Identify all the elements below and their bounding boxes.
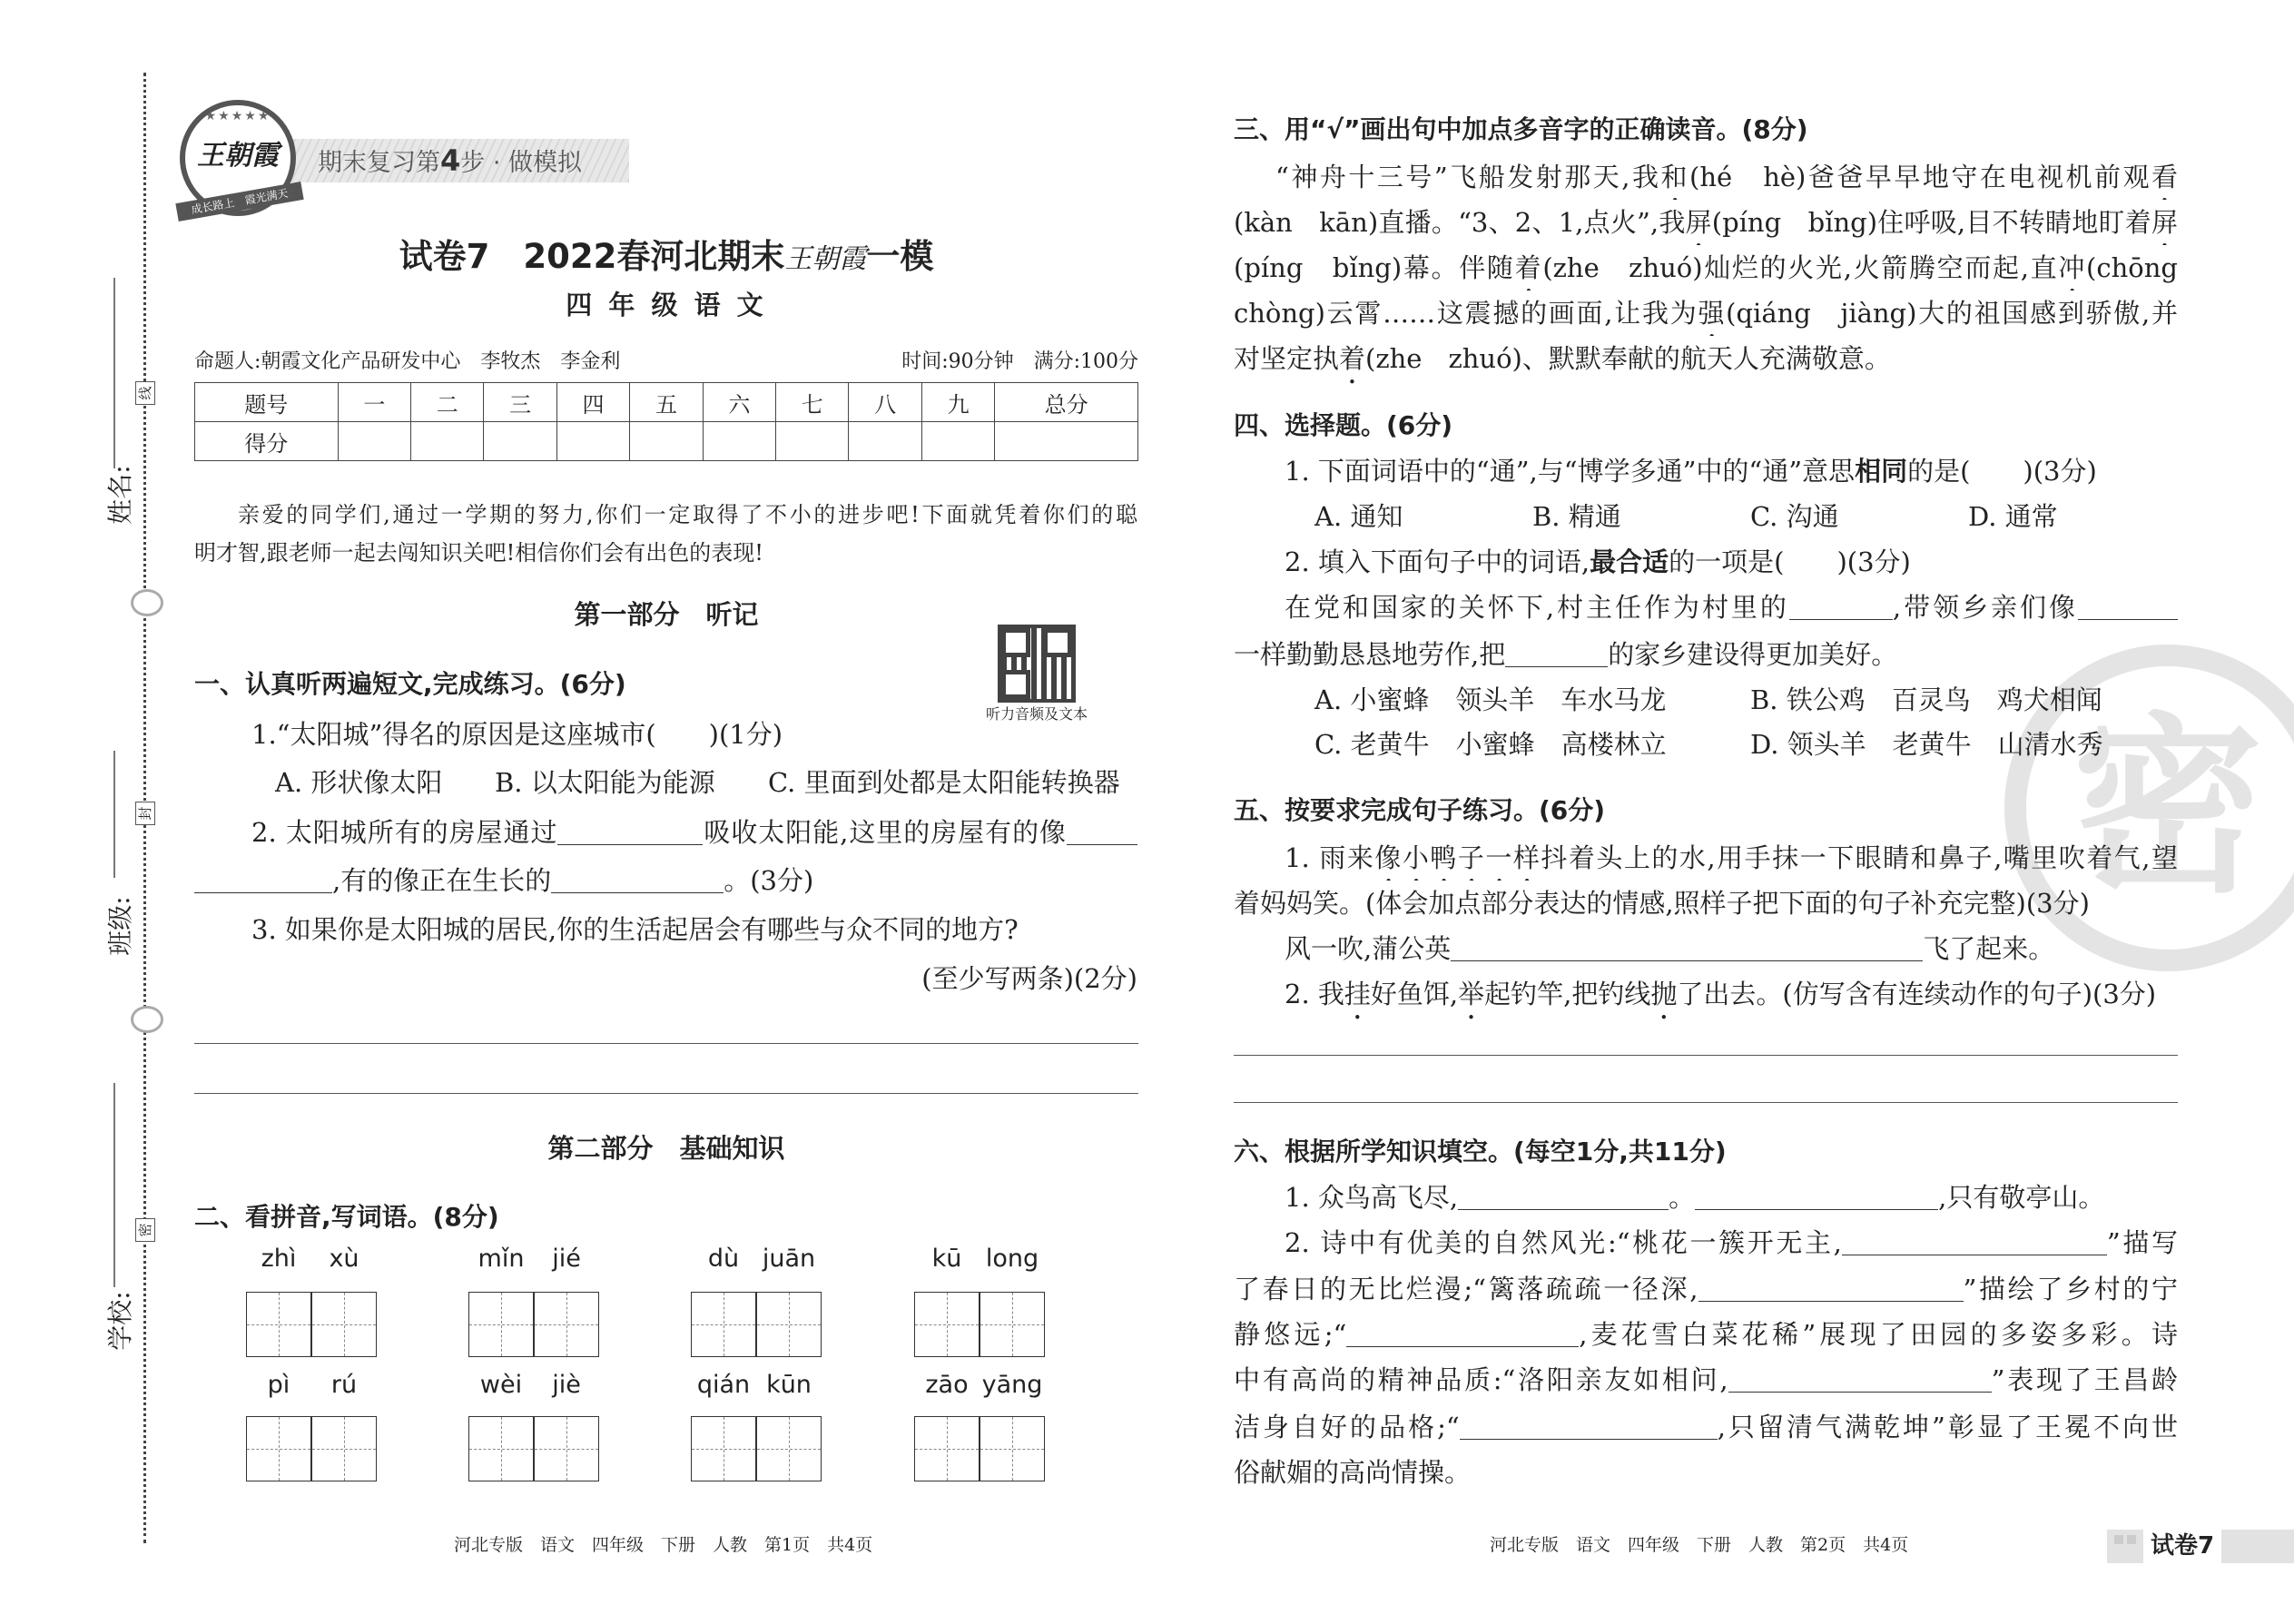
table-cell: 六 [703,383,775,422]
q1-item-2 [251,810,1137,855]
footer-right: 河北专版 语文 四年级 下册 人教 第2页 共4页 [1490,1535,1909,1555]
dotted-text: 着 [1339,343,1366,374]
dotted-text: 挂 [1344,979,1371,1009]
score-cell[interactable] [630,422,703,461]
pinyin-label: xù [329,1245,359,1273]
q4-2-option-c: C. 老黄牛 小蜜蜂 高楼林立 [1314,729,1667,760]
q1-item-2-cont [194,858,813,903]
seal-mark-mi: 密 [135,1218,155,1242]
text-segment: (至少写两条)(2分) [921,963,1137,994]
text-segment: (zhe zhuó)、默默奉献的航天人充满敬意。 [1365,343,1891,374]
q5-item-1 [1285,835,2178,881]
dotted-text: 着 [1514,252,1543,283]
q6-title: 六、根据所学知识填空。(每空1分,共11分) [1234,1137,1727,1166]
text-segment: (kàn kān)直播。“3、2、1,点火”,我 [1234,207,1686,238]
class-field-line[interactable] [113,751,115,878]
writing-box[interactable] [691,1416,756,1481]
answer-line[interactable] [194,1043,1138,1044]
part1-heading: 第一部分 听记 [574,599,759,630]
text-segment: (píng bǐng)住呼吸,目不转睛地盯着 [1711,207,2151,238]
text-segment: (zhe zhuó)灿烂的火光,火箭腾空而起,直 [1542,252,2059,283]
school-field-line[interactable] [113,1083,115,1287]
text-segment: ”描绘了乡村的宁 [1963,1274,2178,1304]
q3-line [1234,245,2178,290]
q4-1-option-c: C. 沟通 [1750,501,1839,532]
dotted-text: 举 [1458,979,1485,1009]
writing-box[interactable] [468,1292,534,1357]
answer-line[interactable] [1234,1102,2178,1103]
text-segment: 中有高尚的精神品质:“洛阳亲友如相问, [1234,1364,1728,1395]
q3-title: 三、用“√”画出句中加点多音字的正确读音。(8分) [1234,114,1808,144]
table-cell: 七 [776,383,849,422]
text-segment: “神舟十三号”飞船发射那天,我 [1275,162,1661,192]
score-cell[interactable] [849,422,921,461]
pinyin-label: qián [696,1371,751,1399]
fill-in-blank[interactable] [1458,1182,1669,1210]
pinyin-label: zhì [261,1245,297,1273]
fill-in-blank[interactable] [1460,1412,1718,1440]
q5-item-1-fill [1285,926,2054,971]
table-cell: 一 [338,383,410,422]
text-segment: 2. 填入下面句子中的词语, [1285,546,1590,577]
text-segment: 在党和国家的关怀下,村主任作为村里的 [1285,592,1789,623]
brand-logo [180,100,296,216]
dotted-text: 抛 [1650,979,1678,1009]
dotted-text: 屏 [1685,207,1712,238]
writing-box[interactable] [246,1292,311,1357]
text-segment: 。 [1669,1182,1696,1213]
text-segment: (qiáng jiàng)大的祖国感到骄傲,并 [1726,298,2178,329]
text-segment: 静悠远;“ [1234,1319,1347,1350]
binding-hole-icon [131,1006,163,1033]
score-cell[interactable] [411,422,484,461]
text-segment: 风一吹,蒲公英 [1285,933,1452,964]
bold-text: 相同 [1855,456,1908,487]
text-segment: 1. 雨来 [1285,842,1375,873]
text-segment: 了出去。(仿写含有连续动作的句子)(3分) [1677,979,2157,1009]
qr-code-icon[interactable] [998,625,1076,703]
text-segment: 2. 诗中有优美的自然风光:“桃花一簇开无主, [1285,1227,1842,1258]
dotted-text: 冲 [2058,252,2087,283]
pinyin-label: wèi [479,1371,523,1399]
score-cell[interactable] [338,422,410,461]
answer-line[interactable] [194,1093,1138,1094]
pinyin-label: jiè [552,1371,581,1399]
q6-item-2 [1234,1357,2178,1403]
q4-item-2-sentence-cont [1234,632,1897,677]
writing-box[interactable] [756,1416,822,1481]
score-cell[interactable] [703,422,775,461]
table-cell: 题号 [195,383,339,422]
q3-line [1234,290,2178,336]
score-cell[interactable] [556,422,629,461]
fill-in-blank[interactable] [1067,817,1137,845]
fill-in-blank[interactable] [1789,592,1893,620]
text-segment: 2. 太阳城所有的房屋通过 [251,817,558,848]
q6-item-2 [1234,1450,1471,1495]
table-cell: 五 [630,383,703,422]
fill-in-blank[interactable] [1695,1182,1938,1210]
seal-mark-feng: 封 [135,802,155,825]
pinyin-label: juān [762,1245,816,1273]
pinyin-label: long [985,1245,1039,1273]
text-segment: ,麦花雪白菜花稀”展现了田园的多姿多彩。诗 [1579,1319,2178,1350]
badge-square-icon [2127,1535,2136,1544]
title-brand: 王朝霞 [784,243,867,275]
score-table [194,382,1138,461]
q6-item-2 [1234,1266,2178,1312]
q1-title: 一、认真听两遍短文,完成练习。(6分) [194,669,626,699]
writing-box[interactable] [914,1292,980,1357]
pinyin-label: jié [552,1245,581,1273]
answer-line[interactable] [1234,1055,2178,1056]
text-segment: 一样勤勤恳恳地劳作,把 [1234,639,1506,670]
dotted-text: 看 [2151,162,2178,192]
text-segment: 的一项是( )(3分) [1669,546,1911,577]
text-segment: 。(3分) [724,865,814,896]
intro-line: 亲爱的同学们,通过一学期的努力,你们一定取得了不小的进步吧!下面就凭着你们的聪 [238,502,1137,527]
q4-1-option-a: A. 通知 [1314,501,1403,532]
text-segment: 俗献媚的高尚情操。 [1234,1457,1472,1488]
fill-in-blank[interactable] [1346,1319,1579,1347]
badge-label: 试卷7 [2143,1530,2221,1563]
text-segment: 着妈妈笑。(体会加点部分表达的情感,照样子把下面的句子补充完整)(3分) [1234,888,2090,919]
banner-step: 4 [440,143,461,178]
authors: 命题人:朝霞文化产品研发中心 李牧杰 李金利 [194,350,621,373]
score-cell[interactable] [484,422,556,461]
name-label: 姓名: [105,465,135,525]
writing-box[interactable] [980,1292,1045,1357]
text-segment: 了春日的无比烂漫;“篱落疏疏一径深, [1234,1274,1698,1304]
writing-box[interactable] [756,1292,822,1357]
fill-in-blank[interactable] [1505,639,1608,667]
banner [272,139,629,182]
footer-badge [2107,1530,2294,1563]
q4-title: 四、选择题。(6分) [1234,410,1453,440]
q2-title: 二、看拼音,写词语。(8分) [194,1202,499,1232]
watermark: 密 [2004,645,2294,971]
pinyin-label: yāng [981,1371,1043,1399]
text-segment: ”描写 [2106,1227,2178,1258]
score-cell[interactable] [776,422,849,461]
q4-1-option-b: B. 精通 [1532,501,1621,532]
score-cell[interactable] [995,422,1138,461]
text-segment: ”表现了王昌龄 [1991,1364,2178,1395]
q6-item-2 [1285,1220,2178,1265]
text-segment: 对坚定执 [1234,343,1340,374]
q4-item-1 [1285,448,2097,494]
table-cell: 三 [484,383,556,422]
q5-item-1-cont [1234,881,2090,926]
table-cell: 八 [849,383,921,422]
q4-1-option-d: D. 通常 [1968,501,2058,532]
score-table-header-row [195,383,1138,422]
fill-in-blank[interactable] [557,817,703,845]
writing-box[interactable] [691,1292,756,1357]
q1-option-c: C. 里面到处都是太阳能转换器 [768,767,1120,798]
page-title [194,229,1138,278]
text-segment: ,有的像正在生长的 [332,865,552,896]
fill-in-blank[interactable] [1728,1364,1992,1393]
fill-in-blank[interactable] [1451,933,1923,961]
text-segment: chòng)云霄……这震撼的画面,让我为 [1234,298,1698,329]
q3-line [1275,154,2178,200]
fill-in-blank[interactable] [1842,1227,2107,1255]
writing-box[interactable] [534,1292,599,1357]
intro-line: 明才智,跟老师一起去闯知识关吧!相信你们会有出色的表现! [194,540,763,566]
q4-2-option-b: B. 铁公鸡 百灵鸟 鸡犬相闻 [1750,684,2102,715]
writing-box[interactable] [534,1416,599,1481]
text-segment: 起钓竿,把钓线 [1484,979,1651,1009]
writing-box[interactable] [311,1416,377,1481]
footer-left: 河北专版 语文 四年级 下册 人教 第1页 共4页 [454,1535,873,1555]
table-cell: 总分 [995,383,1138,422]
text-segment: 的是( )(3分) [1907,456,2097,487]
pinyin-label: kū [931,1245,962,1273]
title-suffix: 一模 [866,237,934,276]
writing-box[interactable] [468,1416,534,1481]
seal-mark-xian: 线 [135,381,155,405]
q6-item-1 [1285,1175,2104,1220]
text-segment: ,只留清气满乾坤”彰显了王冕不向世 [1717,1412,2178,1442]
banner-text: 期末复习第 [318,149,440,177]
school-label: 学校: [105,1291,135,1351]
text-segment: 洁身自好的品格;“ [1234,1412,1460,1442]
dotted-text: 像小鸭子一样 [1374,842,1541,873]
fill-in-blank[interactable] [551,865,724,893]
q1-option-a: A. 形状像太阳 [275,767,443,798]
name-field-line[interactable] [113,278,115,468]
writing-box[interactable] [311,1292,377,1357]
q3-line [1234,200,2178,245]
text-segment: 吸收太阳能,这里的房屋有的像 [703,817,1067,848]
score-cell[interactable] [921,422,994,461]
writing-box[interactable] [980,1416,1045,1481]
writing-box[interactable] [914,1416,980,1481]
title-main: 试卷7 2022春河北期末 [399,237,785,276]
text-segment: (chōng [2086,252,2178,283]
q6-item-2 [1234,1404,2178,1450]
q1-item-3-note [921,956,1137,1001]
dotted-text: 和 [1660,162,1690,192]
text-segment: 1. 众鸟高飞尽, [1285,1182,1459,1213]
pinyin-label: zāo [925,1371,969,1399]
q4-item-2 [1285,539,1911,585]
badge-square-icon [2114,1535,2123,1544]
logo-ribbon: 成长路上 霞光满天 [175,182,303,221]
dotted-text: 强 [1698,298,1727,329]
q6-item-2 [1234,1312,2178,1357]
q4-2-option-d: D. 领头羊 老黄牛 山清水秀 [1750,729,2103,760]
text-segment: ,只有敬亭山。 [1938,1182,2105,1213]
class-label: 班级: [105,896,135,956]
time-limit: 时间:90分钟 满分:100分 [901,350,1138,373]
text-segment: 飞了起来。 [1923,933,2055,964]
dotted-text: 屏 [2151,207,2178,238]
q1-option-b: B. 以太阳能为能源 [495,767,715,798]
logo-brand: 王朝霞 [197,140,279,172]
pinyin-label: pì [267,1371,290,1399]
fill-in-blank[interactable] [194,865,332,893]
text-segment: 好鱼饵, [1370,979,1459,1009]
pinyin-label: kūn [766,1371,812,1399]
text-segment: 3. 如果你是太阳城的居民,你的生活起居会有哪些与众不同的地方? [251,914,1019,945]
subtitle: 四 年 级 语 文 [566,290,767,320]
q4-item-2-sentence [1285,585,2178,630]
q5-item-2 [1285,971,2156,1017]
bold-text: 最合适 [1590,546,1669,577]
q4-2-option-a: A. 小蜜蜂 领头羊 车水马龙 [1314,684,1667,715]
table-cell: 四 [556,383,629,422]
text-segment: 2. 我 [1285,979,1344,1009]
part2-heading: 第二部分 基础知识 [547,1133,785,1164]
pinyin-label: rú [330,1371,358,1399]
q3-line [1234,336,1891,381]
text-segment: 1.“太阳城”得名的原因是这座城市( )(1分) [251,719,783,750]
text-segment: 的家乡建设得更加美好。 [1608,639,1898,670]
q5-title: 五、按要求完成句子练习。(6分) [1234,795,1606,825]
binding-hole-icon [131,589,163,616]
q1-item-1 [251,712,783,757]
table-cell: 九 [921,383,994,422]
fill-in-blank[interactable] [2078,592,2178,620]
logo-stars-icon: ★★★★★ [204,109,271,123]
text-segment: 抖着头上的水,用手抹一下眼睛和鼻子,嘴里吹着气,望 [1541,842,2178,873]
text-segment: (píng bǐng)幕。伴随 [1234,252,1515,283]
banner-text-post: 步 · 做模拟 [460,149,583,177]
fill-in-blank[interactable] [1698,1274,1964,1302]
text-segment: (hé hè)爸爸早早地守在电视机前观 [1689,162,2151,192]
table-cell: 得分 [195,422,339,461]
text-segment: ,带领乡亲们像 [1892,592,2078,623]
table-cell: 二 [411,383,484,422]
writing-box[interactable] [246,1416,311,1481]
text-segment: 1. 下面词语中的“通”,与“博学多通”中的“通”意思 [1285,456,1856,487]
q1-item-3 [251,907,1019,952]
pinyin-label: mǐn [478,1245,525,1273]
pinyin-label: dù [707,1245,740,1273]
qr-caption: 听力音频及文本 [985,705,1088,723]
score-table-score-row [195,422,1138,461]
